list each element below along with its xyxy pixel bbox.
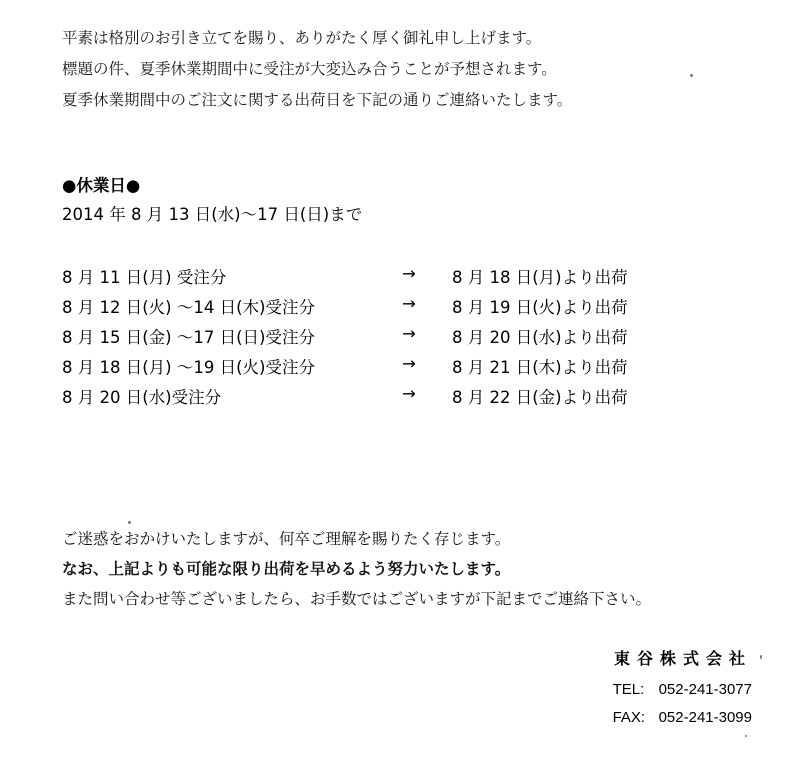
closure-heading: ●休業日●	[62, 176, 141, 195]
order-period: 8 月 12 日(火) ～14 日(木)受注分	[62, 298, 315, 317]
schedule-row	[62, 264, 742, 286]
tel-number: 052-241-3077	[658, 681, 752, 698]
closing-line-3: また問い合わせ等ございましたら、お手数ではございますが下記までご連絡下さい。	[62, 590, 652, 608]
fax-number: 052-241-3099	[658, 709, 752, 726]
ship-date: 8 月 22 日(金)より出荷	[452, 388, 628, 407]
ship-date: 8 月 21 日(木)より出荷	[452, 358, 628, 377]
order-period: 8 月 20 日(水)受注分	[62, 388, 222, 407]
scan-speck	[128, 521, 131, 524]
intro-line-2: 標題の件、夏季休業期間中に受注が大変込み合うことが予想されます。	[62, 60, 557, 78]
schedule-row	[62, 354, 742, 376]
schedule-row	[62, 294, 742, 316]
closing-line-2: なお、上記よりも可能な限り出荷を早めるよう努力いたします。	[62, 560, 511, 578]
order-period: 8 月 18 日(月) ～19 日(火)受注分	[62, 358, 315, 377]
tel-line	[613, 682, 752, 697]
schedule-row	[62, 324, 742, 346]
arrow-icon: →	[402, 354, 416, 373]
intro-line-3: 夏季休業期間中のご注文に関する出荷日を下記の通りご連絡いたします。	[62, 91, 573, 109]
ship-date: 8 月 20 日(水)より出荷	[452, 328, 628, 347]
scan-speck	[745, 735, 747, 737]
arrow-icon: →	[402, 384, 416, 403]
fax-label: FAX:	[612, 709, 646, 726]
ship-date: 8 月 19 日(火)より出荷	[452, 298, 628, 317]
arrow-icon: →	[402, 324, 416, 343]
scan-speck	[760, 655, 762, 659]
ship-date: 8 月 18 日(月)より出荷	[452, 268, 628, 287]
order-period: 8 月 15 日(金) ～17 日(日)受注分	[62, 328, 315, 347]
company-name: 東谷株式会社	[613, 649, 752, 668]
arrow-icon: →	[402, 294, 416, 313]
order-period: 8 月 11 日(月) 受注分	[62, 268, 227, 287]
arrow-icon: →	[402, 264, 416, 283]
closing-line-1: ご迷惑をおかけいたしますが、何卒ご理解を賜りたく存じます。	[62, 530, 511, 548]
closure-period: 2014 年 8 月 13 日(水)～17 日(日)まで	[62, 205, 363, 224]
intro-line-1: 平素は格別のお引き立てを賜り、ありがたく厚く御礼申し上げます。	[62, 29, 542, 47]
fax-line	[613, 710, 752, 725]
scan-speck	[690, 74, 693, 77]
tel-label: TEL:	[612, 681, 645, 698]
schedule-row	[62, 384, 742, 406]
